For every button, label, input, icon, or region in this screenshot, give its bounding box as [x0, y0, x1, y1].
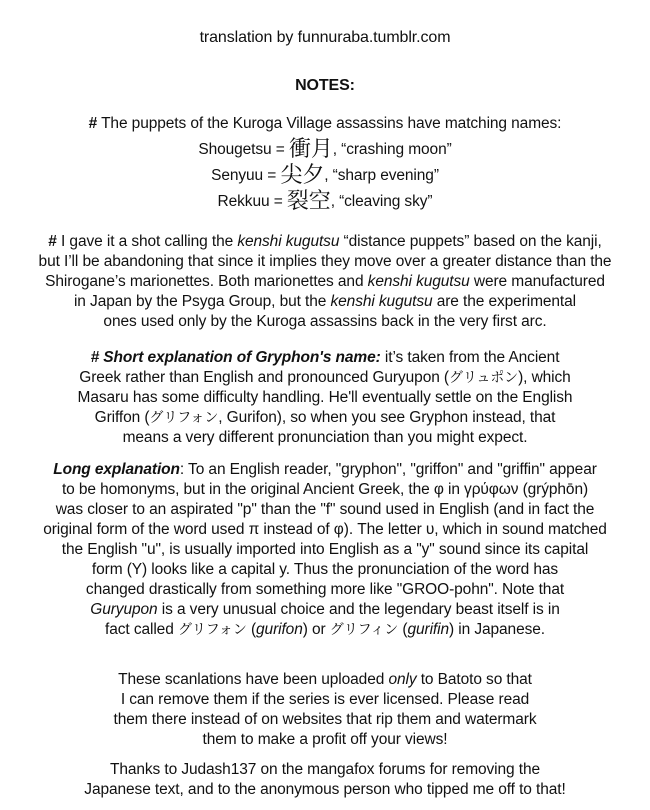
- paragraph-line: changed drastically from something more like "GROO-pohn". Note that: [85, 581, 565, 598]
- paragraph-line: fact called グリフォン (gurifon) or グリフィン (gurifin) in Japanese.: [105, 621, 545, 638]
- paragraph-line: Guryupon is a very unusual choice and the legendary beast itself is in: [90, 601, 560, 618]
- puppet-name-row: Shougetsu = 衝月, “crashing moon”: [198, 137, 452, 162]
- paragraph-line: Long explanation: To an English reader, "gryphon", "griffon" and "griffin" appear: [53, 461, 597, 478]
- bullet-marker: #: [88, 115, 98, 132]
- paragraph-line: Japanese text, and to the anonymous person who tipped me off to that!: [84, 781, 566, 798]
- paragraph-line: Griffon (グリフォン, Gurifon), so when you see Gryphon instead, that: [94, 409, 556, 426]
- paragraph-line: ones used only by the Kuroga assassins back in the very first arc.: [103, 313, 547, 330]
- section-heading: # Short explanation of Gryphon's name:: [90, 349, 381, 366]
- puppet-name-row: Rekkuu = 裂空, “cleaving sky”: [217, 189, 433, 214]
- paragraph-line: I can remove them if the series is ever licensed. Please read: [120, 691, 530, 708]
- paragraph-line: Masaru has some difficulty handling. He'll eventually settle on the English: [77, 389, 573, 406]
- paragraph-line: them to make a profit off your views!: [202, 731, 448, 748]
- paragraph-line: Shirogane’s marionettes. Both marionettes and kenshi kugutsu were manufactured: [45, 273, 605, 290]
- paragraph-line: Greek rather than English and pronounced Guryupon (グリュポン), which: [79, 369, 571, 386]
- paragraph-line: to be homonyms, but in the original Ancient Greek, the φ in γρύφων (grýphōn): [61, 481, 589, 498]
- paragraph-line: but I’ll be abandoning that since it implies they move over a greater distance than the: [38, 253, 612, 270]
- section-heading: Long explanation: [53, 461, 180, 478]
- puppet-name-row: Senyuu = 尖夕, “sharp evening”: [211, 163, 439, 188]
- kanji-text: 衝月: [288, 137, 333, 162]
- paragraph-line: them there instead of on websites that rip them and watermark: [113, 711, 537, 728]
- paragraph-line: # Short explanation of Gryphon's name: it’s taken from the Ancient: [90, 349, 560, 366]
- notes-title: NOTES:: [295, 77, 355, 94]
- kanji-text: 尖夕: [280, 163, 325, 188]
- note-puppet-intro: # The puppets of the Kuroga Village assassins have matching names:: [88, 115, 562, 132]
- bullet-marker: #: [48, 233, 57, 250]
- paragraph-line: in Japan by the Psyga Group, but the kenshi kugutsu are the experimental: [73, 293, 577, 310]
- paragraph-line: the English "u", is usually imported into English as a "y" sound since its capital: [61, 541, 589, 558]
- paragraph-line: means a very different pronunciation than you might expect.: [122, 429, 528, 446]
- paragraph-line: was closer to an aspirated "p" than the "f" sound used in English (and in fact the: [55, 501, 595, 518]
- paragraph-line: form (Y) looks like a capital y. Thus the pronunciation of the word has: [91, 561, 559, 578]
- paragraph-line: Thanks to Judash137 on the mangafox forums for removing the: [109, 761, 541, 778]
- paragraph-line: original form of the word used π instead of φ). The letter υ, which in sound matched: [43, 521, 607, 538]
- translation-credit: translation by funnuraba.tumblr.com: [199, 29, 451, 46]
- paragraph-line: # I gave it a shot calling the kenshi kugutsu “distance puppets” based on the kanji,: [48, 233, 602, 250]
- paragraph-line: These scanlations have been uploaded only to Batoto so that: [118, 671, 532, 688]
- kanji-text: 裂空: [286, 189, 331, 214]
